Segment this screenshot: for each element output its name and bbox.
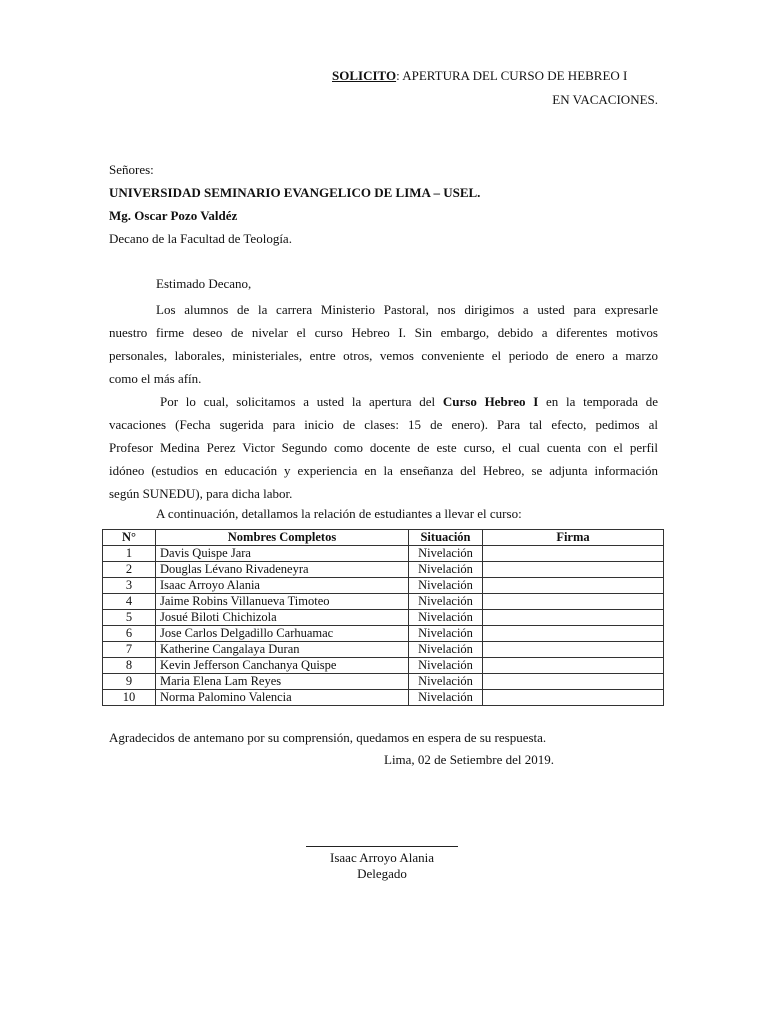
student-status: Nivelación — [409, 626, 483, 642]
signature-cell — [483, 594, 664, 610]
row-number: 3 — [103, 578, 156, 594]
subject-text-1: : APERTURA DEL CURSO DE HEBREO I — [396, 68, 628, 83]
student-name: Jaime Robins Villanueva Timoteo — [156, 594, 409, 610]
student-status: Nivelación — [409, 674, 483, 690]
row-number: 8 — [103, 658, 156, 674]
place-date: Lima, 02 de Setiembre del 2019. — [384, 752, 555, 767]
student-status: Nivelación — [409, 690, 483, 706]
signature-cell — [483, 658, 664, 674]
signature-cell — [483, 642, 664, 658]
row-number: 2 — [103, 562, 156, 578]
table-row — [103, 546, 664, 562]
signature-cell — [483, 546, 664, 562]
subject-line-1 — [332, 68, 627, 84]
paragraph-1-line: personales, laborales, ministeriales, entre otros, vemos conveniente el periodo de enero a marzo — [109, 348, 658, 363]
institution-name: UNIVERSIDAD SEMINARIO EVANGELICO DE LIMA – USEL. — [109, 185, 481, 200]
paragraph-1-line: Los alumnos de la carrera Ministerio Pastoral, nos dirigimos a usted para expresarle — [156, 302, 658, 317]
header-signature: Firma — [483, 530, 664, 546]
paragraph-2-line: Profesor Medina Perez Victor Segundo como docente de este curso, el cual cuenta con el perfil — [109, 440, 658, 455]
recipient-role: Decano de la Facultad de Teología. — [109, 231, 292, 246]
recipient-name: Mg. Oscar Pozo Valdéz — [109, 208, 238, 223]
row-number: 5 — [103, 610, 156, 626]
student-status: Nivelación — [409, 562, 483, 578]
table-row — [103, 610, 664, 626]
row-number: 7 — [103, 642, 156, 658]
student-name: Kevin Jefferson Canchanya Quispe — [156, 658, 409, 674]
student-name: Davis Quispe Jara — [156, 546, 409, 562]
closing-thanks: Agradecidos de antemano por su comprensión, quedamos en espera de su respuesta. — [109, 730, 547, 745]
student-name: Jose Carlos Delgadillo Carhuamac — [156, 626, 409, 642]
paragraph-2-line: vacaciones (Fecha sugerida para inicio de clases: 15 de enero). Para tal efecto, pedimos al — [109, 417, 658, 432]
greeting: Estimado Decano, — [156, 276, 252, 291]
table-row — [103, 642, 664, 658]
signature-cell — [483, 690, 664, 706]
signer-title: Delegado — [357, 866, 407, 881]
student-name: Katherine Cangalaya Duran — [156, 642, 409, 658]
row-number: 4 — [103, 594, 156, 610]
student-status: Nivelación — [409, 610, 483, 626]
paragraph-1-line: nuestro firme deseo de nivelar el curso Hebreo I. Sin embargo, debido a diferentes motivos — [109, 325, 658, 340]
table-row — [103, 594, 664, 610]
signature-cell — [483, 674, 664, 690]
student-status: Nivelación — [409, 594, 483, 610]
table-row — [103, 626, 664, 642]
student-status: Nivelación — [409, 578, 483, 594]
student-name: Josué Biloti Chichizola — [156, 610, 409, 626]
student-status: Nivelación — [409, 546, 483, 562]
paragraph-2-line — [109, 390, 658, 413]
row-number: 9 — [103, 674, 156, 690]
student-name: Isaac Arroyo Alania — [156, 578, 409, 594]
table-row — [103, 690, 664, 706]
signer-name: Isaac Arroyo Alania — [330, 850, 434, 865]
signature-cell — [483, 578, 664, 594]
signature-cell — [483, 626, 664, 642]
paragraph-2-start: Por lo cual, solicitamos a usted la apertura del — [160, 394, 443, 409]
row-number: 10 — [103, 690, 156, 706]
signature-cell — [483, 610, 664, 626]
student-name: Maria Elena Lam Reyes — [156, 674, 409, 690]
table-row — [103, 562, 664, 578]
paragraph-1-line: como el más afín. — [109, 371, 202, 386]
paragraph-2-line: según SUNEDU), para dicha labor. — [109, 486, 293, 501]
student-name: Norma Palomino Valencia — [156, 690, 409, 706]
table-header-row — [103, 530, 664, 546]
student-status: Nivelación — [409, 658, 483, 674]
header-number: N° — [103, 530, 156, 546]
student-status: Nivelación — [409, 642, 483, 658]
paragraph-3: A continuación, detallamos la relación de estudiantes a llevar el curso: — [156, 506, 522, 521]
signature-line — [306, 846, 458, 847]
student-name: Douglas Lévano Rivadeneyra — [156, 562, 409, 578]
header-status: Situación — [409, 530, 483, 546]
course-name: Curso Hebreo I — [442, 394, 539, 409]
row-number: 6 — [103, 626, 156, 642]
paragraph-2-end: en la temporada de — [538, 394, 658, 409]
paragraph-2-line: idóneo (estudios en educación y experiencia en la enseñanza del Hebreo, se adjunta información — [109, 463, 658, 478]
paragraph-2 — [109, 390, 658, 505]
header-name: Nombres Completos — [156, 530, 409, 546]
table-row — [103, 674, 664, 690]
paragraph-1 — [109, 298, 658, 390]
students-table — [102, 529, 664, 706]
subject-line-2: EN VACACIONES. — [552, 92, 658, 107]
signature-cell — [483, 562, 664, 578]
table-row — [103, 658, 664, 674]
solicito-label: SOLICITO — [332, 68, 397, 83]
salutation: Señores: — [109, 162, 154, 177]
row-number: 1 — [103, 546, 156, 562]
table-row — [103, 578, 664, 594]
